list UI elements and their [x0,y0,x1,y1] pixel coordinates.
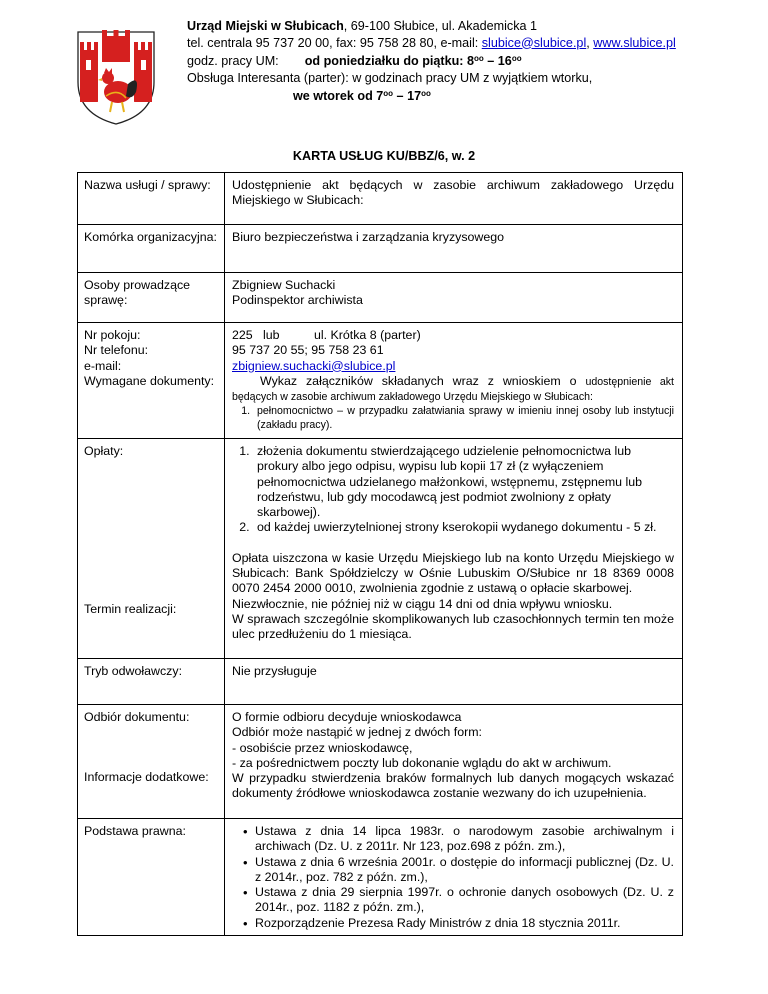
room-number: 225 lub ul. Krótka 8 (parter) [232,328,421,342]
value-service-name: Udostępnienie akt będących w zasobie archiwum zakładowego Urzędu Miejskiego w Słubicach: [225,173,683,225]
label-contact-documents: Nr pokoju: Nr telefonu: e-mail: Wymagane dokumenty: [78,323,225,439]
list-item: 1. złożenia dokumentu stwierdzającego udzielenie pełnomocnictwa lub prokury albo jego odpisu, wypisu lub kopii 17 zł (z wyłączeniem pełnomocnictwa udzielanego małżonkowi, wstępnemu, zstępnemu lub rodzeństwu, lub gdy mocodawcą jest podmiot zwolniony z opłaty skarbowej). [253,444,674,520]
header-line-2: tel. centrala 95 737 20 00, fax: 95 758 28 80, e-mail: slubice@slubice.pl, www.slubice.pl [187,35,676,50]
row-staff [78,273,683,323]
label-department: Komórka organizacyjna: [78,225,225,273]
header-line-1: Urząd Miejski w Słubicach, 69-100 Słubice, ul. Akademicka 1 [187,19,537,33]
row-department [78,225,683,273]
website-link[interactable]: www.slubice.pl [593,35,676,50]
value-staff [225,273,683,323]
row-legal-basis [78,819,683,936]
payment-info: Opłata uiszczona w kasie Urzędu Miejskiego lub na konto Urzędu Miejskiego w Słubicach: Bank Spółdzielczy w Ośnie Lubuskim O/Słubice nr 18 8369 0008 0070 2454 2000 0010, zwolnienia zgodnie z ustawą o opłacie skarbowej. [232,550,674,596]
list-item: • Ustawa z dnia 6 września 2001r. o dostępie do informacji publicznej (Dz. U. z 2014r., poz. 782 z późn. zm.), [255,855,674,886]
list-item: • Ustawa z dnia 29 sierpnia 1997r. o ochronie danych osobowych (Dz. U. z 2014r., poz. 1182 z późn. zm.), [255,885,674,916]
list-item: • Rozporządzenie Prezesa Rady Ministrów z dnia 18 stycznia 2011r. [255,916,674,931]
office-email-link[interactable]: slubice@slubice.pl [481,35,587,50]
document-header [0,0,768,150]
header-line-3: godz. pracy UM: od poniedziałku do piątku: $8^{oo} - 16^{oo}$ [187,54,522,68]
row-appeal [78,659,683,705]
staff-position: Podinspektor archiwista [232,293,363,308]
label-service-name: Nazwa usługi / sprawy: [78,173,225,225]
service-card-table [77,172,683,936]
staff-name: Zbigniew Suchacki [232,278,336,292]
value-contact-documents [225,323,683,439]
list-item: 2. od każdej uwierzytelnionej strony kserokopii wydanego dokumentu - 5 zł. [253,520,674,535]
label-legal-basis: Podstawa prawna: [78,819,225,936]
phone-numbers: 95 737 20 55; 95 758 23 61 [232,343,384,358]
label-pickup-info: Odbiór dokumentu: Informacje dodatkowe: [78,705,225,819]
value-fees-deadline [225,439,683,659]
required-documents-list [232,404,674,432]
staff-email-link[interactable]: zbigniew.suchacki@slubice.pl [232,358,396,373]
list-item: 1. pełnomocnictwo – w przypadku załatwiania sprawy w imieniu innej osoby lub instytucji (zakładu pracy). [253,404,674,432]
value-legal-basis [225,819,683,936]
value-appeal: Nie przysługuje [225,659,683,705]
deadline-1: Niezwłocznie, nie później niż w ciągu 14 dni od dnia wpływu wniosku. [232,596,613,611]
label-staff: Osoby prowadzące sprawę: [78,273,225,323]
row-pickup-info [78,705,683,819]
list-item: • Ustawa z dnia 14 lipca 1983r. o narodowym zasobie archiwalnym i archiwach (Dz. U. z 2011r. Nr 123, poz.698 z późn. zm.), [255,824,674,855]
legal-basis-list [239,824,674,931]
header-line-5: we wtorek od $7^{oo} - 17^{oo}$ [293,89,431,103]
label-fees-deadline: Opłaty: Termin realizacji: [78,439,225,659]
required-documents-intro: Wykaz załączników składanych wraz z wnioskiem o udostępnienie akt będących w zasobie archiwum zakładowego Urzędu Miejskiego w Słubicach: [232,373,674,404]
coat-of-arms-icon [74,26,158,126]
row-service-name [78,173,683,225]
fees-list [232,444,674,536]
label-appeal: Tryb odwoławczy: [78,659,225,705]
row-fees-deadline [78,439,683,659]
value-pickup-info: O formie odbioru decyduje wnioskodawca Odbiór może nastąpić w jednej z dwóch form: - osobiście przez wnioskodawcę, - za pośrednictwem poczty lub dokonanie wglądu do akt w archiwum. W przypadku stwierdzenia braków formalnych lub danych mogących wskazać dokumenty źródłowe wnioskodawca zostanie wezwany do ich uzupełnienia. [225,705,683,819]
deadline-2: W sprawach szczególnie skomplikowanych lub czasochłonnych termin ten może ulec przedłużeniu do 1 miesiąca. [232,611,674,642]
header-line-4: Obsługa Interesanta (parter): w godzinach pracy UM z wyjątkiem wtorku, [187,70,593,85]
page-title: KARTA USŁUG KU/BBZ/6, w. 2 [292,149,476,163]
row-contact-documents [78,323,683,439]
header-text [187,18,747,105]
value-department: Biuro bezpieczeństwa i zarządzania kryzysowego [225,225,683,273]
